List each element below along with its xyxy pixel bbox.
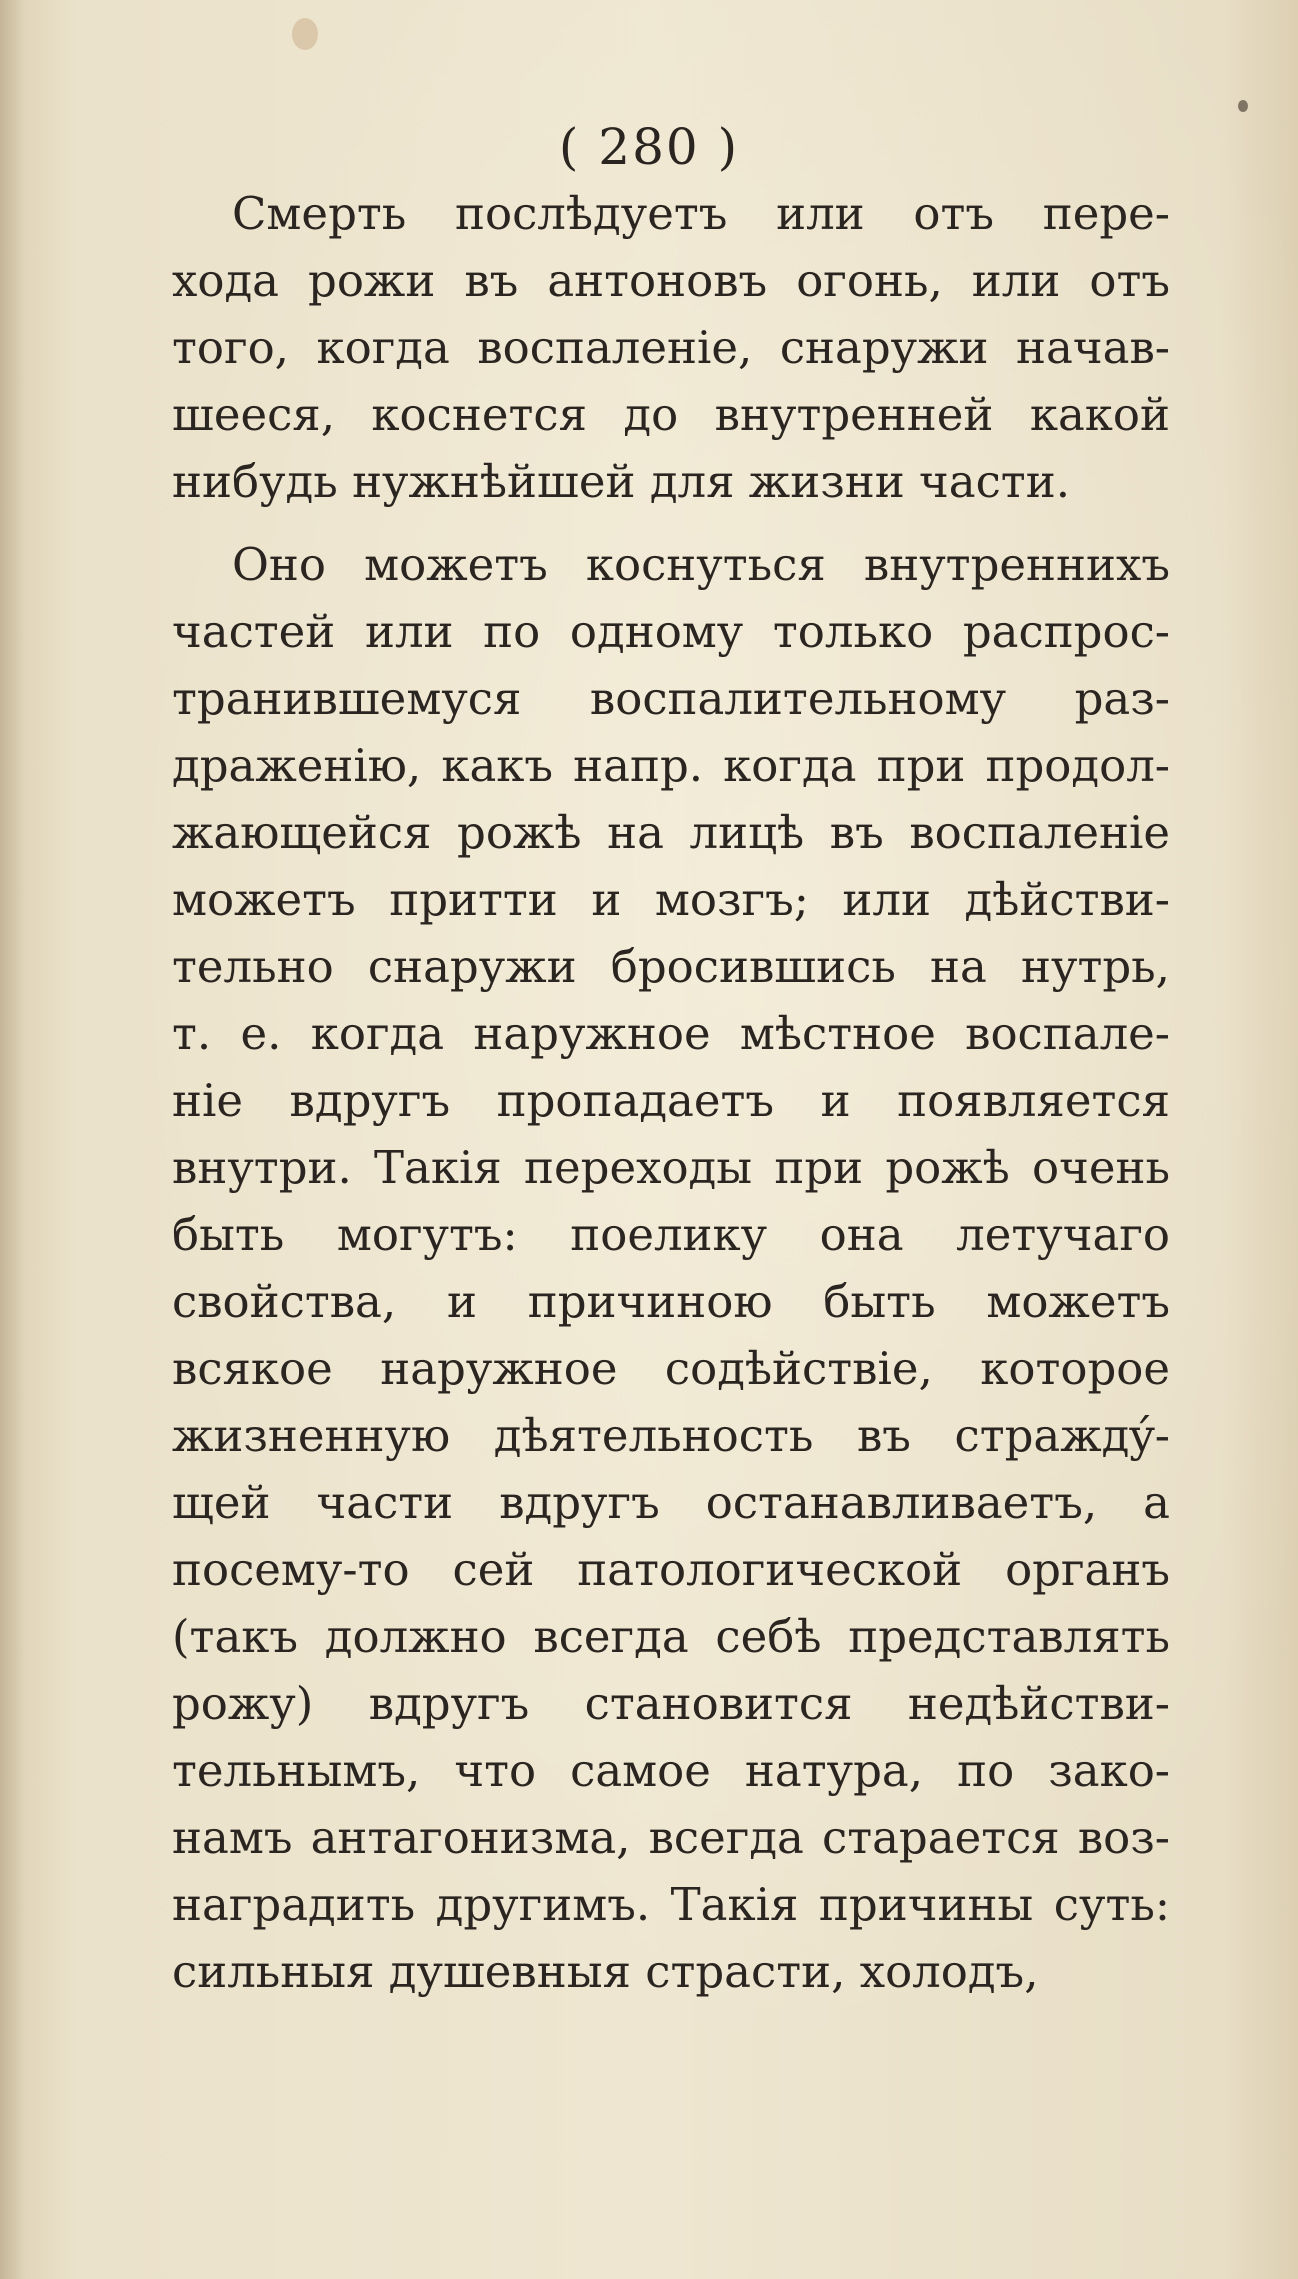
text-line: т. е. когда наружное мѣстное воспале- [172, 1007, 1170, 1060]
text-line: нибудь нужнѣйшей для жизни части. [172, 455, 1071, 508]
text-line: драженію, какъ напр. когда при продол- [172, 739, 1170, 792]
text-line: рожу) вдругъ становится недѣйстви- [172, 1677, 1170, 1730]
text-line: можетъ притти и мозгъ; или дѣйстви- [172, 873, 1170, 926]
paper-stain [292, 18, 318, 50]
paragraph [172, 531, 1170, 2005]
text-line: внутри. Такія переходы при рожѣ очень [172, 1141, 1170, 1194]
paragraph [172, 180, 1170, 515]
text-line: щей части вдругъ останавливаетъ, а [172, 1476, 1170, 1529]
text-line: того, когда воспаленіе, снаружи начав- [172, 321, 1170, 374]
text-line: Оно можетъ коснуться внутреннихъ [232, 538, 1170, 591]
page-number: ( 280 ) [558, 118, 740, 176]
text-line: тельнымъ, что самое натура, по зако- [172, 1744, 1170, 1797]
text-line: жающейся рожѣ на лицѣ въ воспаленіе [172, 806, 1170, 859]
text-line: наградить другимъ. Такія причины суть: [172, 1878, 1170, 1931]
page-spine-shadow [0, 0, 26, 2279]
paper-stain [1238, 100, 1248, 112]
text-line: посему-то сей патологической органъ [172, 1543, 1170, 1596]
text-line: частей или по одному только распрос- [172, 605, 1170, 658]
text-line: свойства, и причиною быть можетъ [172, 1275, 1170, 1328]
text-line: шееся, коснется до внутренней какой [172, 388, 1170, 441]
text-line: намъ антагонизма, всегда старается воз- [172, 1811, 1170, 1864]
text-line: ніе вдругъ пропадаетъ и появляется [172, 1074, 1170, 1127]
text-line: (такъ должно всегда себѣ представлять [172, 1610, 1170, 1663]
text-line: хода рожи въ антоновъ огонь, или отъ [172, 254, 1170, 307]
paragraph-gap [172, 515, 1170, 531]
text-line: тельно снаружи бросившись на нутрь, [172, 940, 1170, 993]
text-line: транившемуся воспалительному раз- [172, 672, 1170, 725]
text-line: Смерть послѣдуетъ или отъ пере- [232, 187, 1170, 240]
body-text [172, 180, 1170, 2005]
text-line: быть могутъ: поелику она летучаго [172, 1208, 1170, 1261]
text-line: всякое наружное содѣйствіе, которое [172, 1342, 1170, 1395]
text-line: жизненную дѣятельность въ страждý- [172, 1409, 1170, 1462]
text-line: сильныя душевныя страсти, холодъ, [172, 1945, 1039, 1998]
